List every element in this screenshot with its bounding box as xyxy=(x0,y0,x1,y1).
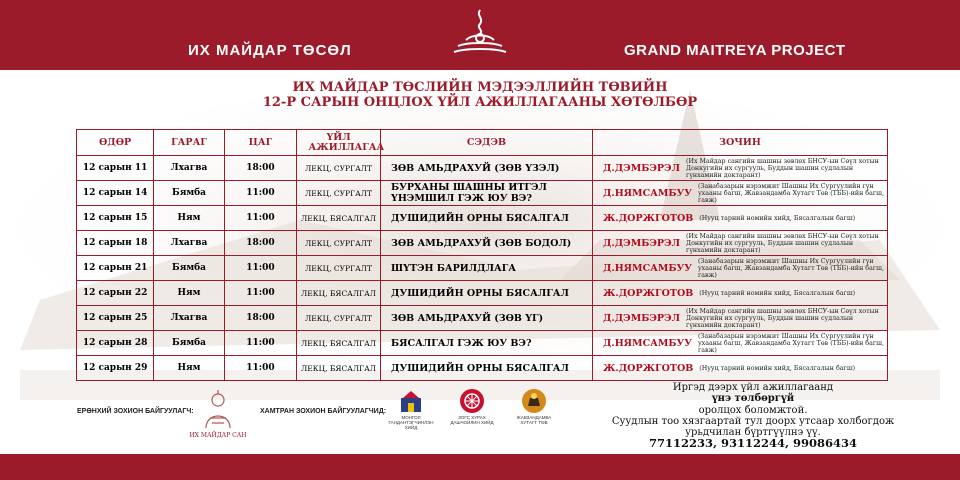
cell-topic: БУРХАНЫ ШАШНЫ ИТГЭЛ ҮНЭМШИЛ ГЭЖ ЮУ ВЭ? xyxy=(381,181,593,206)
table-row xyxy=(77,356,888,381)
cell-time: 11:00 xyxy=(224,181,296,206)
cell-topic: БЯСАЛГАЛ ГЭЖ ЮУ ВЭ? xyxy=(381,331,593,356)
cell-speaker xyxy=(592,156,887,181)
cell-activity: ЛЕКЦ, БЯСАЛГАЛ xyxy=(297,356,381,381)
cell-activity: ЛЕКЦ, БЯСАЛГАЛ xyxy=(297,331,381,356)
speaker-description: (Их Майдар сангийн шашны зөвлөх БНСУ-ын Сөүл хотын Донкугийн их сургууль, Буддын шашин судлалын гүнхамийн доктарант) xyxy=(686,157,879,179)
cell-topic: ЗӨВ АМЬДРАХУЙ (ЗӨВ ҮГ) xyxy=(381,306,593,331)
table-row xyxy=(77,281,888,306)
cell-speaker xyxy=(592,181,887,206)
headline-line2: 12-Р САРЫН ОНЦЛОХ ҮЙЛ АЖИЛЛАГААНЫ ХӨТӨЛБӨР xyxy=(262,95,698,110)
cell-date: 12 сарын 29 xyxy=(77,356,154,381)
maitreya-logo-icon xyxy=(446,6,514,64)
headline-line1: ИХ МАЙДАР ТӨСЛИЙН МЭДЭЭЛЛИЙН ТӨВИЙН xyxy=(292,80,668,95)
cell-time: 11:00 xyxy=(224,331,296,356)
cell-day: Бямба xyxy=(154,256,225,281)
cell-topic: ДУШИДИЙН ОРНЫ БЯСАЛГАЛ xyxy=(381,356,593,381)
speaker-name: Д.ДЭМБЭРЭЛ xyxy=(602,237,681,249)
cell-time: 11:00 xyxy=(224,256,296,281)
gandan-monastery-logo-icon xyxy=(398,388,424,414)
phone-numbers: 77112233, 93112244, 99086434 xyxy=(648,436,858,450)
speaker-block xyxy=(593,233,887,254)
cell-activity: ЛЕКЦ, СУРГАЛТ xyxy=(297,256,381,281)
speaker-description: (Занабазарын нэрэмжит Шашны Их Сургуулийн гүн ухааны багш, Жавзандамба Хутагт Төв (ТББ)-ийн багш, гавж) xyxy=(697,332,884,354)
cell-speaker xyxy=(592,231,887,256)
cell-day: Ням xyxy=(154,281,225,306)
speaker-name: Ж.ДОРЖГОТОВ xyxy=(602,287,694,299)
speaker-name: Д.НЯМСАМБУУ xyxy=(602,262,692,274)
cell-day: Лхагва xyxy=(154,156,225,181)
cell-activity: ЛЕКЦ, БЯСАЛГАЛ xyxy=(297,206,381,231)
partner-caption-1: МОНГОЛ ГАНДАНТЭГЧИНЛЭН ХИЙД xyxy=(388,415,434,430)
speaker-description: (Их Майдар сангийн шашны зөвлөх БНСУ-ын Сөүл хотын Донкугийн их сургууль, Буддын шашин судлалын гүнхамийн доктарант) xyxy=(686,232,879,254)
cell-activity: ЛЕКЦ, СУРГАЛТ xyxy=(297,181,381,206)
note-line-1: Иргэд дээрх үйл ажиллагаанд xyxy=(672,382,834,393)
cell-date: 12 сарын 15 xyxy=(77,206,154,231)
cell-day: Бямба xyxy=(154,331,225,356)
partner-caption-3: ЖАВЗАНДАМБА ХУТАГТ ТӨВ xyxy=(516,415,552,425)
speaker-description: (Нууц тарний номийн хийд, Бясалгалын багш) xyxy=(699,214,856,222)
speaker-name: Д.ДЭМБЭРЭЛ xyxy=(602,162,681,174)
speaker-block xyxy=(593,288,887,299)
header-banner xyxy=(0,0,960,70)
note-line-4: Суудлын тоо хязгаартай тул доорх утсаар холбогдож xyxy=(611,416,895,427)
cell-day: Лхагва xyxy=(154,231,225,256)
table-row xyxy=(77,306,888,331)
speaker-block xyxy=(593,308,887,329)
cell-time: 11:00 xyxy=(224,206,296,231)
partner-caption-2: ЗОГС ХУРАХ ДАШЧОЙЛИН ХИЙД xyxy=(450,415,494,425)
cell-topic: ШҮТЭН БАРИЛДЛАГА xyxy=(381,256,593,281)
cell-topic: ДУШИДИЙН ОРНЫ БЯСАЛГАЛ xyxy=(381,206,593,231)
cell-speaker xyxy=(592,256,887,281)
table-row xyxy=(77,206,888,231)
note-line-3: оролцох боломжтой. xyxy=(698,405,808,416)
cell-day: Ням xyxy=(154,206,225,231)
table-row xyxy=(77,331,888,356)
speaker-block xyxy=(593,158,887,179)
cell-day: Лхагва xyxy=(154,306,225,331)
javzandamba-center-logo-icon xyxy=(521,388,547,414)
cell-date: 12 сарын 22 xyxy=(77,281,154,306)
col-header-topic: СЭДЭВ xyxy=(381,130,593,156)
speaker-description: (Их Майдар сангийн шашны зөвлөх БНСУ-ын Сөүл хотын Донкугийн их сургууль, Буддын шашин судлалын гүнхамийн доктарант) xyxy=(686,307,879,329)
cell-topic: ДУШИДИЙН ОРНЫ БЯСАЛГАЛ xyxy=(381,281,593,306)
speaker-description: (Занабазарын нэрэмжит Шашны Их Сургуулийн гүн ухааны багш, Жавзандамба Хутагт Төв (ТББ)-ийн багш, гавж) xyxy=(697,182,884,204)
speaker-block xyxy=(593,333,887,354)
cell-activity: ЛЕКЦ, СУРГАЛТ xyxy=(297,306,381,331)
col-header-date: ӨДӨР xyxy=(77,130,154,156)
cell-date: 12 сарын 11 xyxy=(77,156,154,181)
speaker-name: Д.НЯМСАМБУУ xyxy=(602,187,692,199)
table-row xyxy=(77,181,888,206)
cell-activity: ЛЕКЦ, СУРГАЛТ xyxy=(297,231,381,256)
col-header-day: ГАРАГ xyxy=(154,130,225,156)
speaker-description: (Нууц тарний номийн хийд, Бясалгалын багш) xyxy=(699,364,856,372)
cell-activity: ЛЕКЦ, СУРГАЛТ xyxy=(297,156,381,181)
speaker-block xyxy=(593,363,887,374)
cell-time: 18:00 xyxy=(224,306,296,331)
speaker-name: Ж.ДОРЖГОТОВ xyxy=(602,362,694,374)
table-row xyxy=(77,256,888,281)
cell-time: 18:00 xyxy=(224,156,296,181)
col-header-speaker: ЗОЧИН xyxy=(592,130,887,156)
dashchoilin-monastery-logo-icon xyxy=(459,388,485,414)
partner-organizers-label: ХАМТРАН ЗОХИОН БАЙГУУЛАГЧИД: xyxy=(260,408,387,415)
cell-time: 11:00 xyxy=(224,356,296,381)
cell-date: 12 сарын 25 xyxy=(77,306,154,331)
main-organizer-caption: ИХ МАЙДАР САН xyxy=(189,432,247,439)
speaker-description: (Занабазарын нэрэмжит Шашны Их Сургуулийн гүн ухааны багш, Жавзандамба Хутагт Төв (ТББ)-ийн багш, гавж) xyxy=(697,257,884,279)
project-title-mn: ИХ МАЙДАР ТӨСӨЛ xyxy=(188,42,352,59)
table-row xyxy=(77,231,888,256)
speaker-description: (Нууц тарний номийн хийд, Бясалгалын багш) xyxy=(699,289,856,297)
note-line-5: урьдчилан бүртгүүлнэ үү. xyxy=(685,427,821,438)
cell-day: Ням xyxy=(154,356,225,381)
table-header-row xyxy=(77,130,888,156)
cell-time: 18:00 xyxy=(224,231,296,256)
cell-activity: ЛЕКЦ, БЯСАЛГАЛ xyxy=(297,281,381,306)
speaker-name: Д.ДЭМБЭРЭЛ xyxy=(602,312,681,324)
speaker-name: Д.НЯМСАМБУУ xyxy=(602,337,692,349)
cell-date: 12 сарын 18 xyxy=(77,231,154,256)
schedule-table xyxy=(76,129,888,381)
speaker-block xyxy=(593,258,887,279)
cell-speaker xyxy=(592,356,887,381)
cell-speaker xyxy=(592,306,887,331)
footer-banner xyxy=(0,454,960,480)
project-title-en: GRAND MAITREYA PROJECT xyxy=(624,42,846,59)
cell-time: 11:00 xyxy=(224,281,296,306)
cell-day: Бямба xyxy=(154,181,225,206)
note-line-2: үнэ төлбөргүй xyxy=(711,393,795,404)
col-header-activity-label: ҮЙЛ АЖИЛЛАГАА xyxy=(308,131,385,153)
main-organizer-label: ЕРӨНХИЙ ЗОХИОН БАЙГУУЛАГЧ: xyxy=(77,408,194,415)
table-row xyxy=(77,156,888,181)
cell-date: 12 сарын 14 xyxy=(77,181,154,206)
cell-date: 12 сарын 28 xyxy=(77,331,154,356)
speaker-block xyxy=(593,183,887,204)
cell-topic: ЗӨВ АМЬДРАХУЙ (ЗӨВ БОДОЛ) xyxy=(381,231,593,256)
cell-speaker xyxy=(592,331,887,356)
col-header-activity xyxy=(297,130,385,156)
speaker-name: Ж.ДОРЖГОТОВ xyxy=(602,212,694,224)
cell-topic: ЗӨВ АМЬДРАХУЙ (ЗӨВ ҮЗЭЛ) xyxy=(381,156,593,181)
maitreya-fund-logo-icon xyxy=(196,388,240,432)
col-header-time: ЦАГ xyxy=(224,130,296,156)
cell-speaker xyxy=(592,281,887,306)
cell-speaker xyxy=(592,206,887,231)
speaker-block xyxy=(593,213,887,224)
cell-date: 12 сарын 21 xyxy=(77,256,154,281)
